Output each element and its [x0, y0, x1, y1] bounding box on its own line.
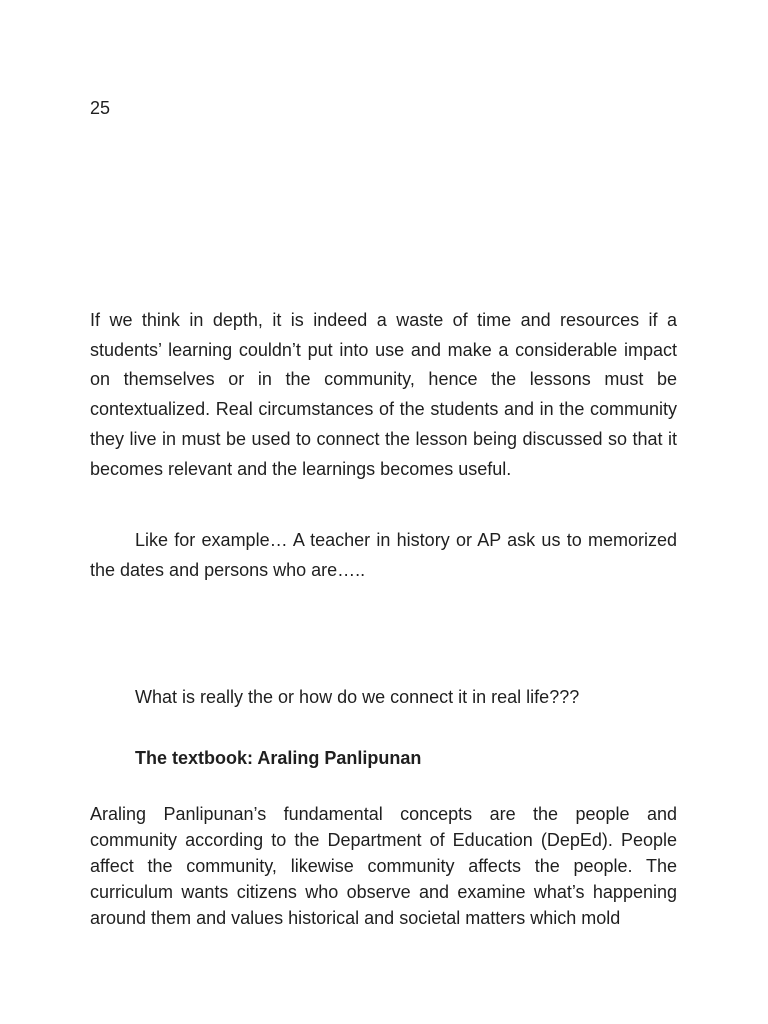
section-heading: The textbook: Araling Panlipunan — [135, 748, 422, 768]
paragraph-intro: If we think in depth, it is indeed a waste of time and resources if a students’ learning couldn’t put into use and make a considerable impact on themselves or in the community, hence the lessons must be contextualized. Real circumstances of the students and in the community they live in must be used to connect the lesson being discussed so that it becomes relevant and the learnings becomes useful. — [90, 310, 677, 479]
paragraph-example: Like for example… A teacher in history or AP ask us to memorized the dates and persons who are….. — [90, 530, 677, 580]
paragraph-body: Araling Panlipunan’s fundamental concepts are the people and community according to the Department of Education (DepEd). People affect the community, likewise community affects the people. The curriculum wants citizens who observe and examine what’s happening around them and values historical and societal matters which mold — [90, 804, 677, 928]
page-number: 25 — [90, 98, 111, 118]
paragraph-question: What is really the or how do we connect it in real life??? — [135, 687, 580, 707]
